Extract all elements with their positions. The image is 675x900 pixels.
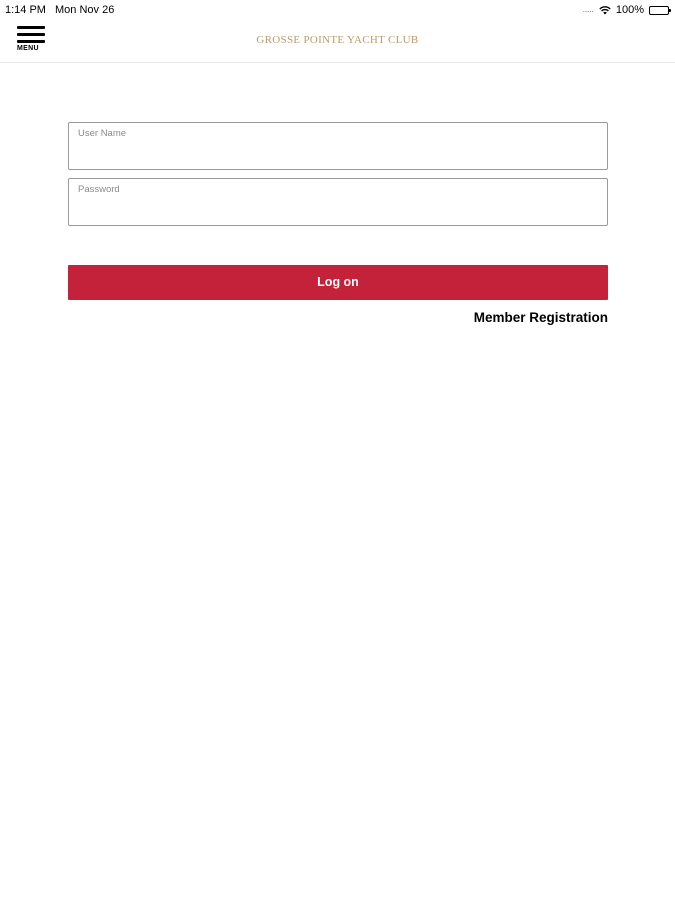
status-indicators	[583, 0, 669, 20]
login-form	[68, 122, 608, 234]
password-input[interactable]	[77, 201, 597, 221]
password-field[interactable]	[68, 178, 608, 226]
battery-percent: 100%	[615, 4, 644, 16]
signal-icon: .....	[582, 5, 594, 14]
wifi-icon	[599, 5, 611, 15]
member-registration-link[interactable]: Member Registration	[473, 310, 608, 325]
username-input[interactable]	[77, 145, 597, 165]
battery-icon	[649, 6, 669, 15]
menu-label: MENU	[17, 45, 39, 52]
page-title: GROSSE POINTE YACHT CLUB	[256, 34, 419, 46]
status-bar	[0, 0, 675, 20]
nav-bar	[0, 20, 675, 63]
username-label: User Name	[78, 128, 127, 139]
password-label: Password	[78, 184, 120, 195]
hamburger-icon	[17, 26, 45, 43]
username-field[interactable]	[68, 122, 608, 170]
menu-button[interactable]	[17, 26, 47, 58]
status-date: Mon Nov 26	[55, 4, 115, 16]
logon-button[interactable]: Log on	[68, 265, 608, 300]
status-time: 1:14 PM	[5, 4, 46, 16]
